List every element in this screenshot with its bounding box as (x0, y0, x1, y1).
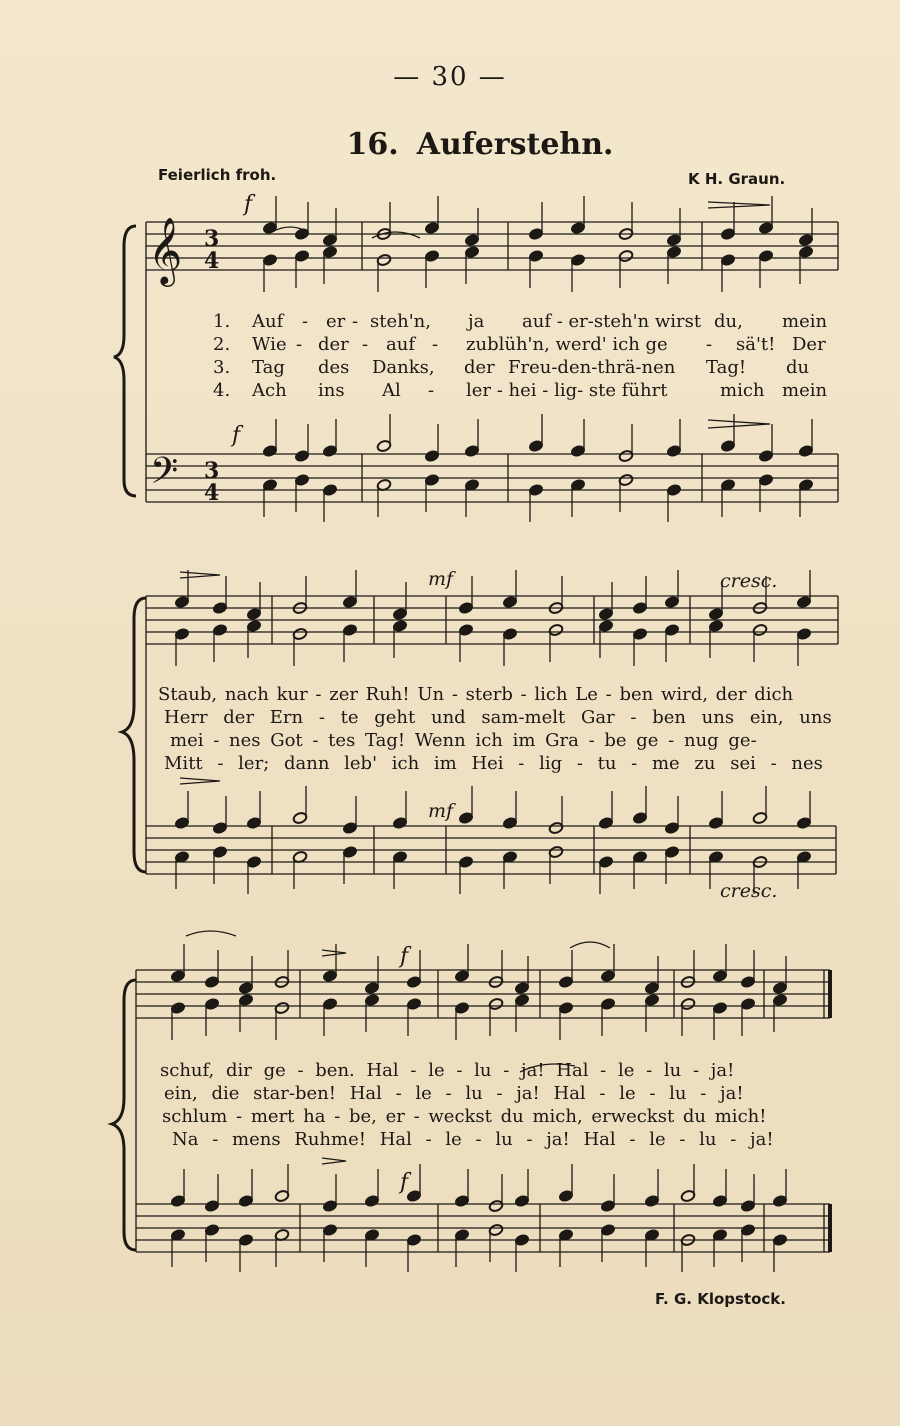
dynamic-cresc-bass: cresc. (720, 880, 778, 902)
lyric-syllable: der (464, 357, 495, 378)
lyric-line: schuf, dir ge - ben. Hal - le - lu - ja! Hal - le - lu - ja! (160, 1060, 735, 1081)
lyric-syllable: Wie (252, 334, 287, 355)
lyric-syllable: - (352, 311, 359, 332)
dynamic-forte-treble-3: f (400, 944, 409, 969)
lyric-syllable: - (432, 334, 439, 355)
lyric-syllable: - (296, 334, 303, 355)
verse-number: 4. (213, 380, 231, 401)
svg-text:3: 3 (204, 226, 220, 252)
lyric-syllable: des (318, 357, 350, 378)
lyric-syllable: - (362, 334, 369, 355)
svg-text:4: 4 (204, 480, 220, 506)
lyric-syllable: ins (318, 380, 345, 401)
dynamic-mf-bass: mf (428, 800, 454, 822)
hymn-number: 16. (346, 127, 399, 162)
lyric-line: ein, die star-ben! Hal - le - lu - ja! Hal - le - lu - ja! (164, 1083, 744, 1104)
lyric-syllable: ler - hei - lig- ste führt (466, 380, 668, 401)
verse-number: 1. (213, 311, 231, 332)
hymn-title-text: Auferstehn. (416, 127, 614, 162)
lyric-syllable: - (428, 380, 435, 401)
lyric-syllable: mein (782, 380, 828, 401)
lyric-syllable: - (302, 311, 309, 332)
lyric-syllable: Tag (252, 357, 285, 378)
lyric-syllable: Freu-den-thrä-nen (508, 357, 676, 378)
lyric-syllable: zublüh'n, werd' ich ge (466, 334, 668, 355)
lyric-syllable: Al (382, 380, 401, 401)
composer-credit: K H. Graun. (688, 170, 786, 188)
lyric-syllable: ja (468, 311, 485, 332)
svg-text:3: 3 (204, 458, 220, 484)
lyric-syllable: Ach (252, 380, 287, 401)
lyric-line: mei - nes Got - tes Tag! Wenn ich im Gra - be ge - nug ge- (170, 730, 757, 751)
svg-text:4: 4 (204, 248, 220, 274)
lyric-line: Herr der Ern - te geht und sam-melt Gar - ben uns ein, uns (164, 707, 832, 728)
page-number: — 30 — (393, 62, 507, 92)
lyric-line: Na - mens Ruhme! Hal - le - lu - ja! Hal - le - lu - ja! (172, 1129, 774, 1150)
lyric-syllable: steh'n, (370, 311, 431, 332)
lyric-line: schlum - mert ha - be, er - weckst du mich, erweckst du mich! (162, 1106, 767, 1127)
lyric-syllable: auf - er-steh'n wirst (522, 311, 702, 332)
lyric-line: Mitt - ler; dann leb' ich im Hei - lig - tu - me zu sei - nes (164, 753, 823, 774)
verse-number: 3. (213, 357, 231, 378)
lyric-syllable: Der (792, 334, 826, 355)
staff-bass-1 (146, 454, 838, 502)
lyric-syllable: Tag! (706, 357, 747, 378)
poet-credit: F. G. Klopstock. (655, 1290, 786, 1308)
dynamic-cresc-treble: cresc. (720, 570, 778, 592)
lyric-line: Staub, nach kur - zer Ruh! Un - sterb - lich Le - ben wird, der dich (158, 684, 794, 705)
svg-text:𝄢: 𝄢 (150, 450, 179, 501)
dynamic-forte-treble: f (244, 192, 253, 217)
dynamic-forte-bass-3: f (400, 1170, 409, 1195)
lyric-syllable: auf (386, 334, 415, 355)
lyric-syllable: du, (714, 311, 743, 332)
lyric-syllable: du (786, 357, 810, 378)
lyric-syllable: Danks, (372, 357, 435, 378)
svg-text:𝄞: 𝄞 (148, 216, 183, 284)
dynamic-mf-treble: mf (428, 568, 454, 590)
dynamic-forte-bass: f (232, 423, 241, 448)
lyric-syllable: mein (782, 311, 828, 332)
tempo-marking: Feierlich froh. (158, 166, 277, 184)
lyric-syllable: Auf (252, 311, 284, 332)
verse-number: 2. (213, 334, 231, 355)
lyric-syllable: mich (720, 380, 765, 401)
lyric-syllable: er (326, 311, 346, 332)
lyric-syllable: der (318, 334, 349, 355)
lyric-syllable: - (706, 334, 713, 355)
lyric-syllable: sä't! (736, 334, 776, 355)
